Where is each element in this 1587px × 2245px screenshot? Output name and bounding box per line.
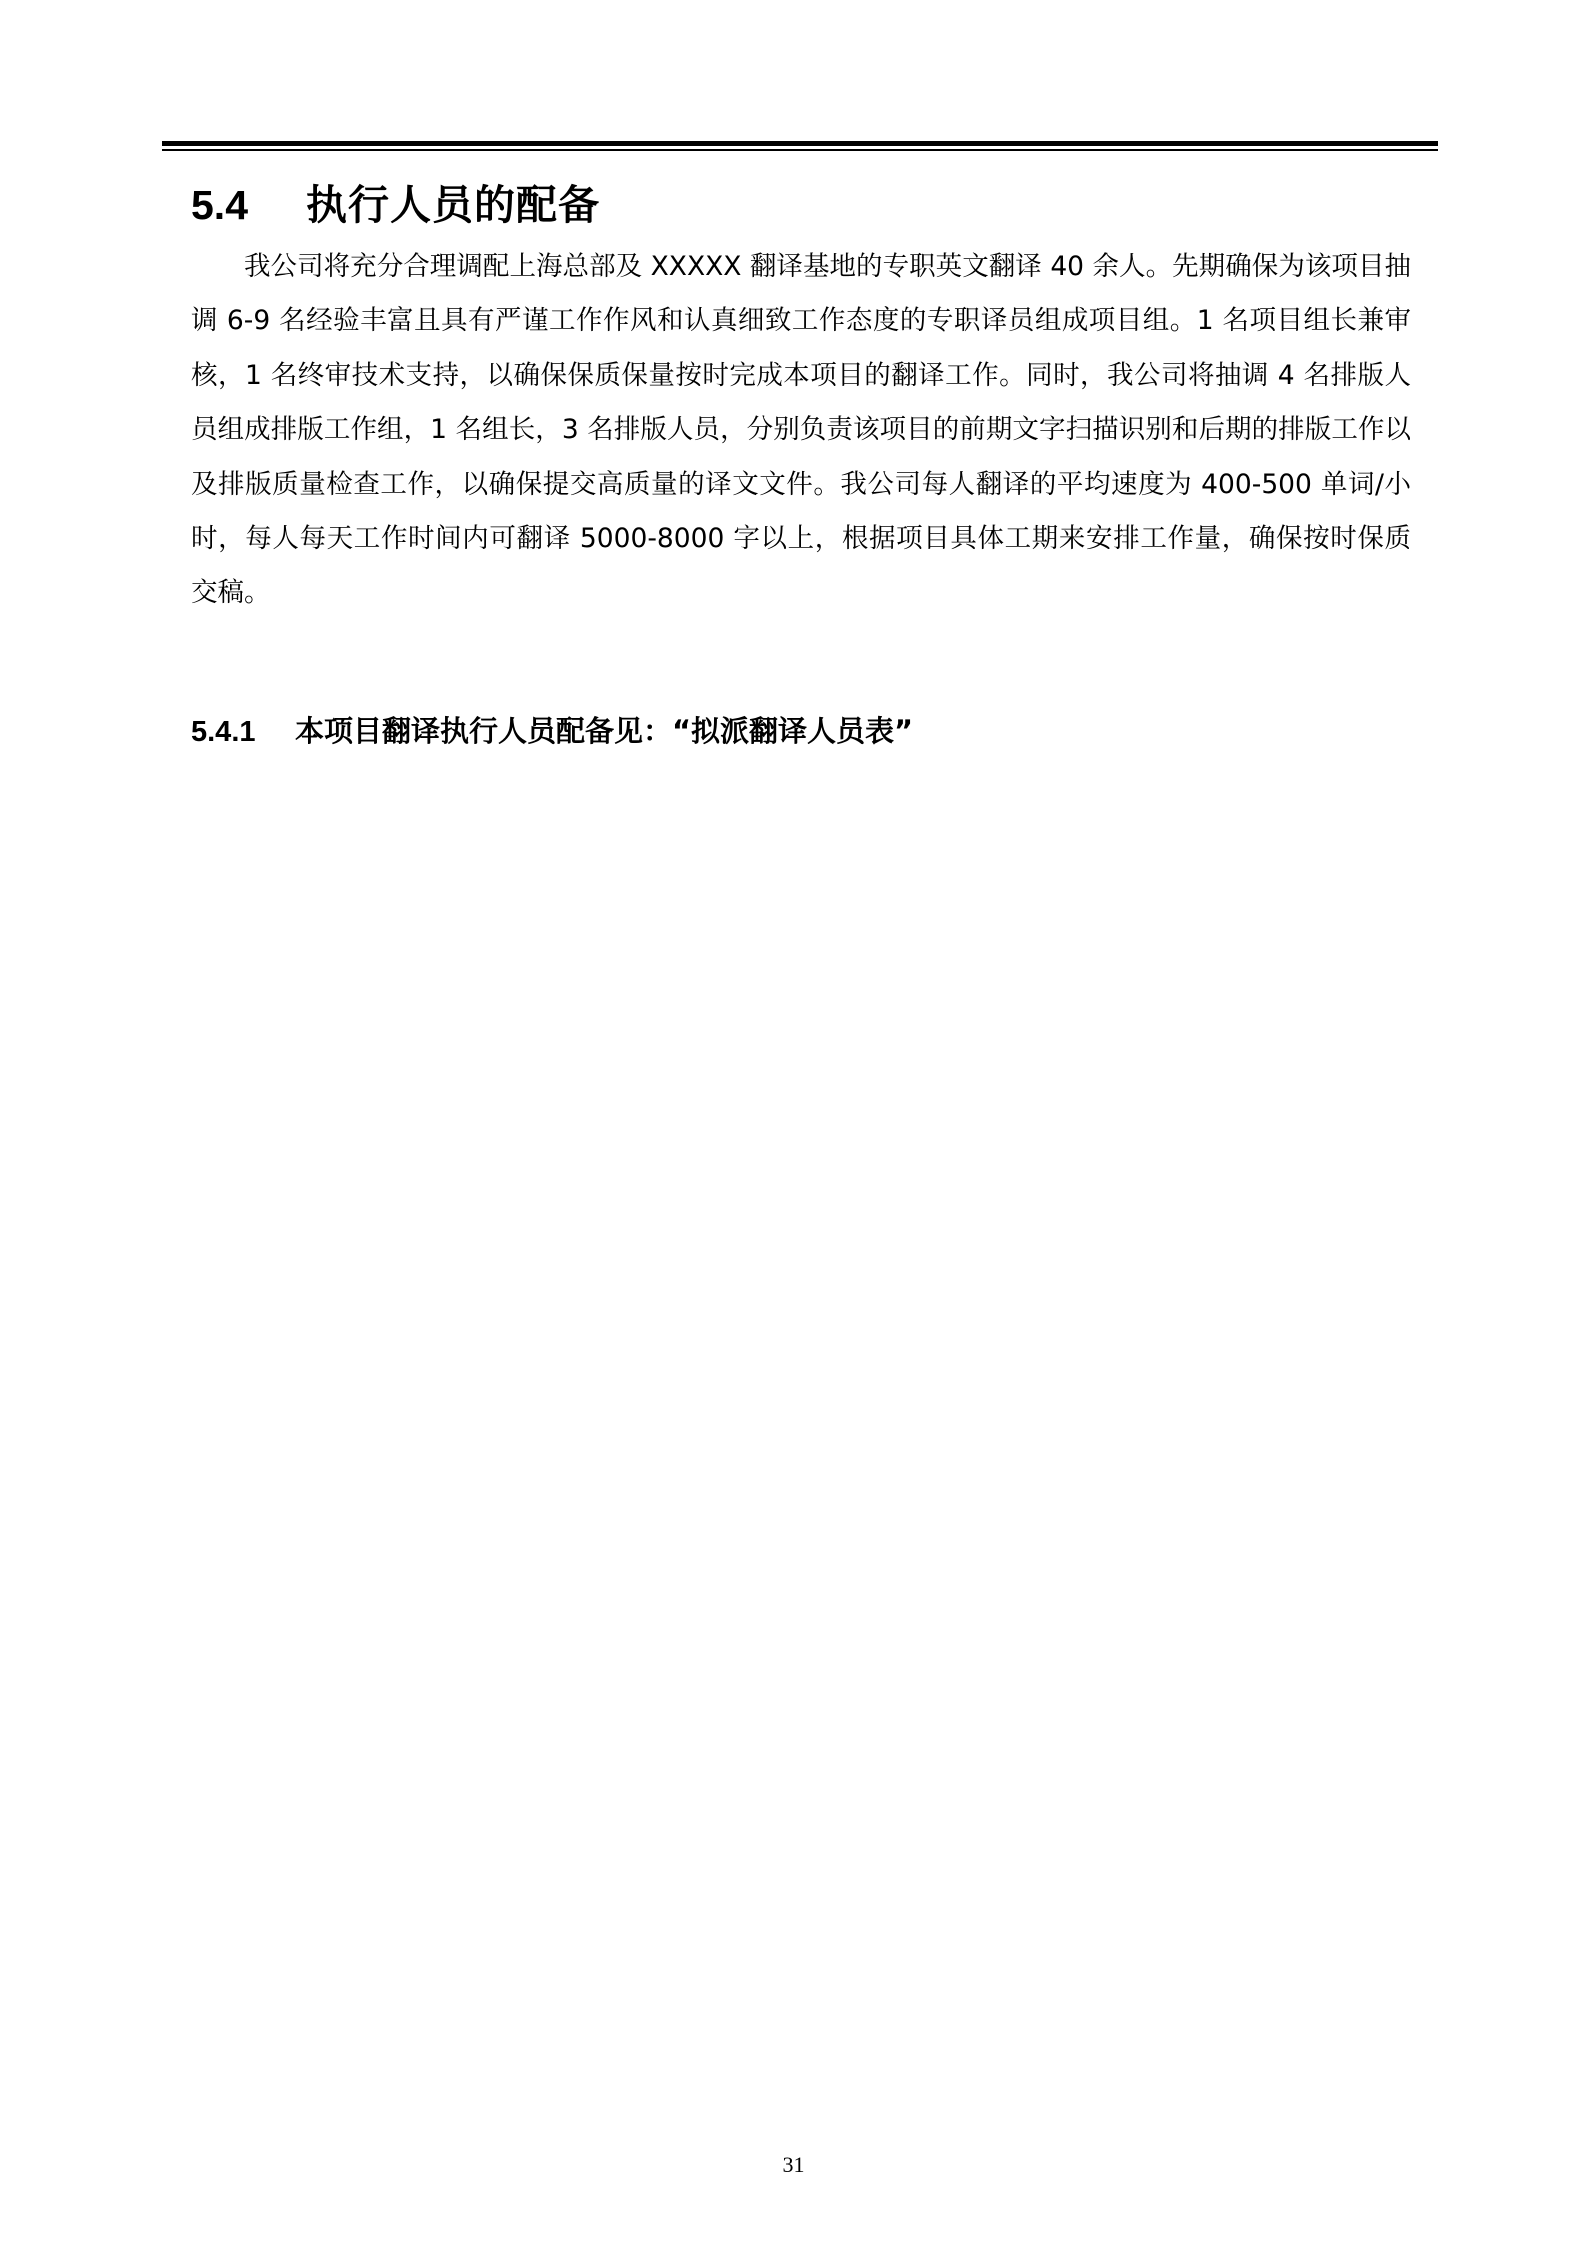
header-rule-thin: [162, 149, 1438, 151]
page-number: 31: [782, 2152, 805, 2177]
header-rule-thick: [162, 141, 1438, 146]
subsection-number: 5.4.1: [191, 716, 256, 748]
body-paragraph: 我公司将充分合理调配上海总部及 XXXXX 翻译基地的专职英文翻译 40 余人。先期确保为该项目抽调 6-9 名经验丰富且具有严谨工作作风和认真细致工作态度的专职译员组成项目组。1 名项目组长兼审核，1 名终审技术支持，以确保保质保量按时完成本项目的翻译工作。同时，我公司将抽调 4 名排版人员组成排版工作组，1 名组长，3 名排版人员，分别负责该项目的前期文字扫描识别和后期的排版工作以及排版质量检查工作，以确保提交高质量的译文文件。我公司每人翻译的平均速度为 400-500 单词/小时，每人每天工作时间内可翻译 5000-8000 字以上，根据项目具体工期来安排工作量，确保按时保质交稿。: [191, 251, 1411, 609]
section-title: 执行人员的配备: [306, 181, 600, 229]
section-number: 5.4: [191, 182, 248, 228]
section-heading: [191, 170, 600, 240]
subsection-heading: [191, 707, 913, 756]
subsection-title: 本项目翻译执行人员配备见：“拟派翻译人员表”: [295, 714, 914, 748]
